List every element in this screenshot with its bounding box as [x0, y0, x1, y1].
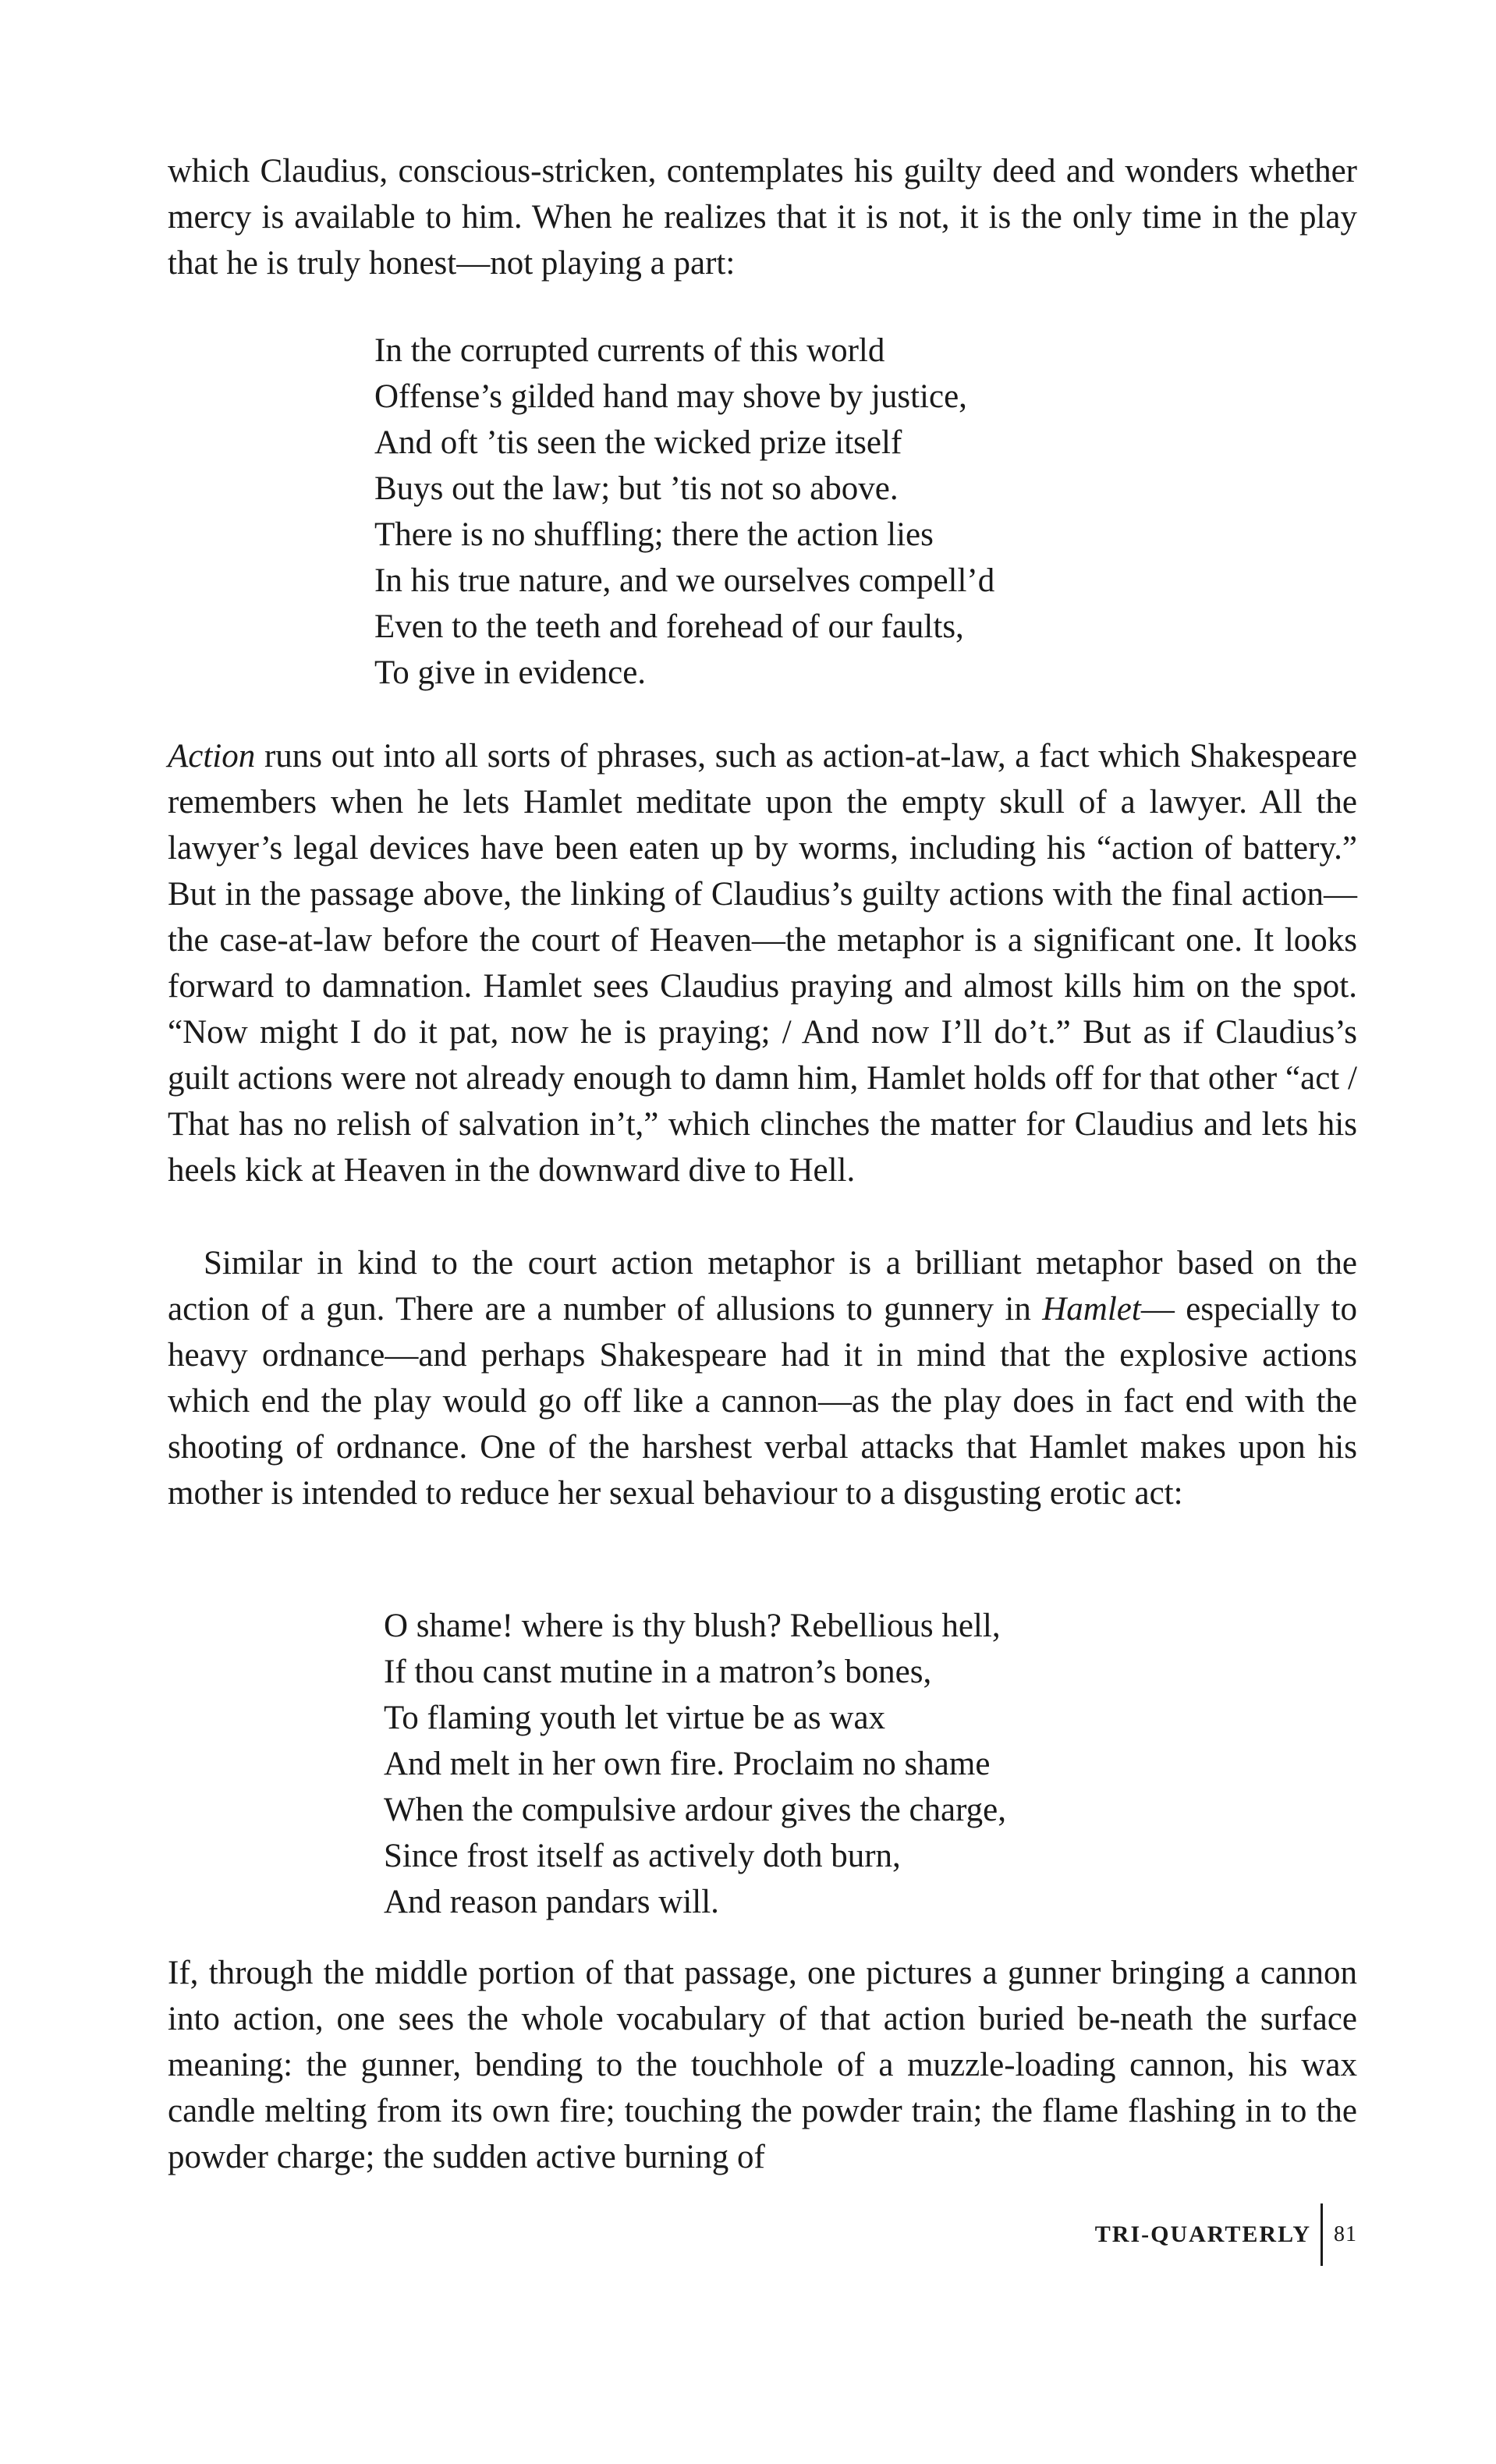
verse-line: O shame! where is thy blush? Rebellious hell,: [384, 1608, 1001, 1644]
verse-line: To flaming youth let virtue be as wax: [384, 1700, 886, 1736]
verse-quotation-claudius: [374, 328, 994, 696]
paragraph-opening: which Claudius, conscious-stricken, contemplates his guilty deed and wonders whether mercy is available to him. When he realizes that it is not, it is the only time in the play that he is truly honest—not playing a part:: [168, 153, 1357, 282]
paragraph-gunnery: [168, 1240, 1357, 1516]
verse-line: When the compulsive ardour gives the charge,: [384, 1792, 1007, 1828]
paragraph-text: Similar in kind to the court action metaphor is a brilliant metaphor based on the action of a gun. There are a number of allusions to gunnery in: [168, 1245, 1357, 1328]
paragraph-gunner-image: If, through the middle portion of that passage, one pictures a gunner bringing a cannon into action, one sees the whole vocabulary of that action buried be-neath the surface meaning: the gunner, bending to the touchhole of a muzzle-loading cannon, his wax candle melting from its own fire; touching the powder train; the flame flashing in to the powder charge; the sudden active burning of: [168, 1955, 1357, 2175]
italic-term: Action: [168, 738, 256, 775]
italic-title: Hamlet: [1042, 1291, 1141, 1328]
verse-line: In the corrupted currents of this world: [374, 332, 885, 369]
verse-line: If thou canst mutine in a matron’s bones,: [384, 1654, 932, 1690]
paragraph-text: — especially to heavy ordnance—and perhaps Shakespeare had it in mind that the explosive actions which end the play would go off like a cannon—as the play does in fact end with the shooting of ordnance. One of the harshest verbal attacks that Hamlet makes upon his mother is intended to reduce her sexual behaviour to a disgusting erotic act:: [168, 1291, 1357, 1512]
verse-line: And melt in her own fire. Proclaim no shame: [384, 1746, 991, 1782]
verse-line: And oft ’tis seen the wicked prize itself: [374, 424, 902, 461]
page-footer: [920, 2203, 1357, 2266]
verse-line: In his true nature, and we ourselves compell’d: [374, 562, 995, 599]
verse-quotation-hamlet: [384, 1603, 1006, 1925]
verse-line: Even to the teeth and forehead of our faults,: [374, 608, 964, 645]
verse-line: And reason pandars will.: [384, 1884, 719, 1920]
verse-line: Buys out the law; but ’tis not so above.: [374, 470, 899, 507]
verse-line: Since frost itself as actively doth burn,: [384, 1838, 901, 1874]
paragraph-action-at-law: [168, 733, 1357, 1193]
paragraph-text: runs out into all sorts of phrases, such as action-at-law, a fact which Shakespeare remembers when he lets Hamlet meditate upon the empty skull of a lawyer. All the lawyer’s legal devices have been eaten up by worms, including his “action of battery.” But in the passage above, the linking of Claudius’s guilty actions with the final action—the case-at-law before the court of Heaven—the metaphor is a significant one. It looks forward to damnation. Hamlet sees Claudius praying and almost kills him on the spot. “Now might I do it pat, now he is praying; / And now I’ll do’t.” But as if Claudius’s guilt actions were not already enough to damn him, Hamlet holds off for that other “act / That has no relish of salvation in’t,” which clinches the matter for Claudius and lets his heels kick at Heaven in the downward dive to Hell.: [168, 738, 1357, 1189]
verse-line: To give in evidence.: [374, 654, 647, 691]
footer-divider: [1321, 2203, 1323, 2266]
verse-line: Offense’s gilded hand may shove by justice,: [374, 378, 967, 415]
page-number: 81: [1334, 2222, 1357, 2246]
verse-line: There is no shuffling; there the action lies: [374, 516, 934, 553]
journal-name: TRI-QUARTERLY: [1094, 2221, 1311, 2247]
